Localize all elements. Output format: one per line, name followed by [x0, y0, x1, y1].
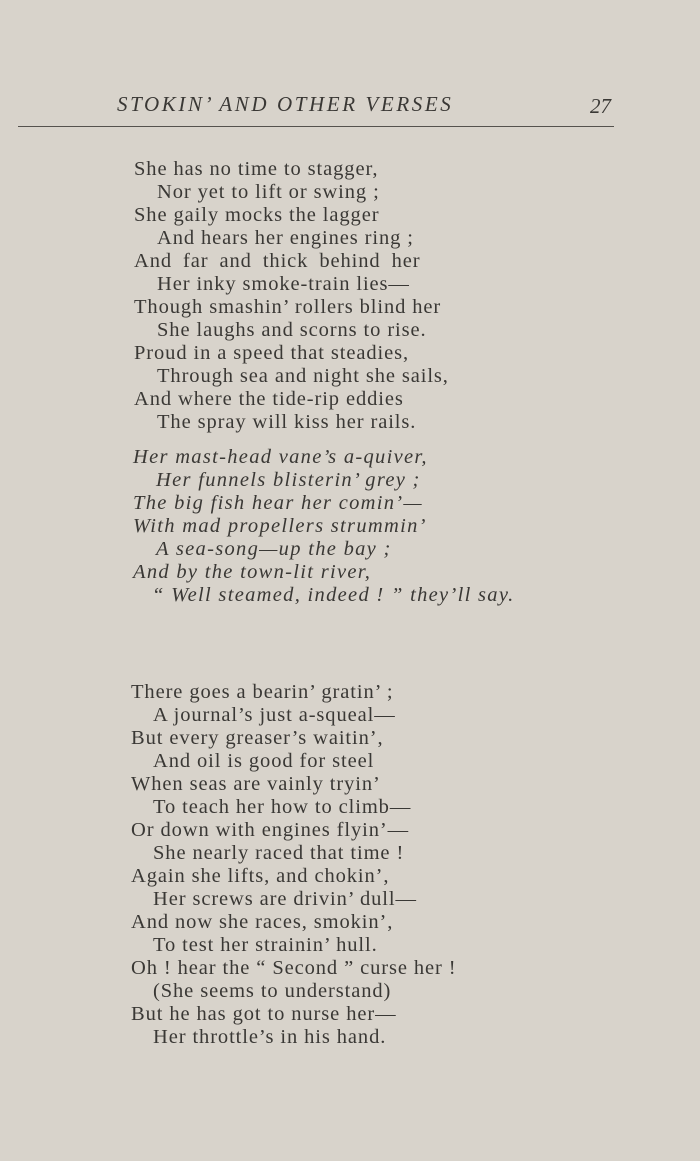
verse-line: She gaily mocks the lagger — [134, 204, 380, 226]
verse-line: To teach her how to climb— — [153, 796, 412, 818]
verse-line: Her screws are drivin’ dull— — [153, 888, 417, 910]
verse-line: Again she lifts, and chokin’, — [131, 865, 390, 887]
verse-line: Her mast-head vane’s a-quiver, — [133, 446, 428, 468]
verse-line: Proud in a speed that steadies, — [134, 342, 409, 364]
verse-line: A sea-song—up the bay ; — [156, 538, 392, 560]
verse-line: (She seems to understand) — [153, 980, 392, 1002]
verse-line: And now she races, smokin’, — [131, 911, 394, 933]
verse-line: The big fish hear her comin’— — [133, 492, 423, 514]
verse-line: She laughs and scorns to rise. — [157, 319, 427, 341]
verse-line: Her throttle’s in his hand. — [153, 1026, 387, 1048]
verse-line: Or down with engines flyin’— — [131, 819, 409, 841]
verse-line: There goes a bearin’ gratin’ ; — [131, 681, 394, 703]
verse-line: A journal’s just a-squeal— — [153, 704, 396, 726]
verse-line: The spray will kiss her rails. — [157, 411, 417, 433]
running-header — [0, 88, 700, 128]
verse-line: Nor yet to lift or swing ; — [157, 181, 380, 203]
running-title: STOKIN’ AND OTHER VERSES — [117, 92, 454, 116]
verse-line: Her funnels blisterin’ grey ; — [156, 469, 421, 491]
verse-line: With mad propellers strummin’ — [133, 515, 427, 537]
verse-line: “ Well steamed, indeed ! ” they’ll say. — [152, 584, 515, 606]
verse-line: But every greaser’s waitin’, — [131, 727, 384, 749]
verse-line: Though smashin’ rollers blind her — [134, 296, 442, 318]
verse-line: Her inky smoke-train lies— — [157, 273, 410, 295]
verse-line: She nearly raced that time ! — [153, 842, 405, 864]
page-number: 27 — [590, 94, 611, 118]
verse-line: And far and thick behind her — [134, 250, 421, 272]
header-rule — [18, 126, 614, 127]
verse-line: But he has got to nurse her— — [131, 1003, 397, 1025]
verse-line: Through sea and night she sails, — [157, 365, 449, 387]
verse-line: She has no time to stagger, — [134, 158, 379, 180]
verse-line: Oh ! hear the “ Second ” curse her ! — [131, 957, 457, 979]
verse-line: To test her strainin’ hull. — [153, 934, 378, 956]
verse-line: And hears her engines ring ; — [157, 227, 414, 249]
verse-line: And where the tide-rip eddies — [134, 388, 404, 410]
verse-line: And oil is good for steel — [153, 750, 375, 772]
verse-line: And by the town-lit river, — [133, 561, 372, 583]
verse-line: When seas are vainly tryin’ — [131, 773, 381, 795]
